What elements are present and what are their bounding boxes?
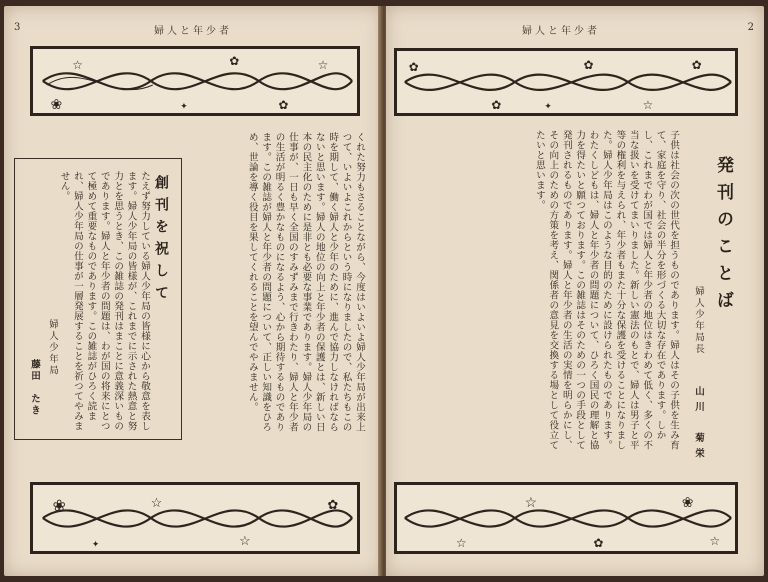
svg-text:☆: ☆	[72, 57, 83, 73]
author-name: 山川 菊栄	[693, 386, 704, 464]
running-header: 婦人と年少者	[154, 26, 232, 37]
essay-author-role: 婦人少年局	[47, 319, 58, 377]
right-main-text: 子供は社会の次の世代を担うものであります。婦人はその子供を生み育て、家庭を守り、社会の半分を形づくる大切な存在であります。しかし、これまでわが国では婦人と年少者の地位はきわめて低く、多くの不当な扱いを受けてまいりました。新しい憲法のもとで、婦人は男子と平等の権利を与えられ、年少者もまた十分な保護を受けることになりました。婦人少年局はこのような目的のために設けられたものであります。わたくしどもは、婦人と年少者の問題について、ひろく国民の理解と協力を得たいと願つております。この雑誌はそのための一つの手段として発刊されるものであります。婦人と年少者の生活の実情を明らかにし、その向上のための方策を考え、関係者の意見を交換する場として役立てたいと思います。	[533, 130, 679, 450]
right-page	[386, 6, 764, 576]
svg-text:❀: ❀	[681, 494, 694, 512]
left-main-text: くれた努力もさることながら、今度はいよいよ婦人少年局が出来上つて、いよいよこれからという時になりましたので、私たちもこの時を期して、働く婦人と少年のために、進んで協力しなければならないと思います。婦人の地位の向上と年少者の保護とは、新しい日本の民主化のために是非とも必要な事業であります。婦人少年局の仕事が、一日も早く全国のすみずみまで行きわたり、婦人と年少者の生活が明るく豊かなものになるよう、心から期待するものであります。この雑誌が婦人と年少者の問題について、正しい知識をひろめ、世論を導く役目を果してくれることを望んでやみません。	[246, 132, 365, 432]
svg-text:✿: ✿	[691, 57, 702, 73]
svg-text:☆: ☆	[317, 57, 329, 73]
svg-text:☆: ☆	[239, 533, 251, 550]
decorative-ribbon-border-bottom	[30, 482, 360, 554]
svg-text:✿: ✿	[593, 535, 604, 551]
svg-text:✿: ✿	[278, 97, 289, 113]
page-number: 2	[747, 22, 754, 33]
essay-text-a: たえず努力している婦人少年局の皆様に心から敬意を表します。婦人少年局の皆様が、これまでに示された熱意と努力とを思うとき、この雑誌の発刊はまことに意義深いものであります。婦人と年少者の問題は、わが国の将来にとつて極めて重要なものであります。この雑誌がひろく読まれ、婦人少年局の仕事が一層発展することを祈つてやみません。	[58, 171, 150, 431]
author-role: 婦人少年局長	[693, 286, 704, 355]
svg-text:☆: ☆	[455, 535, 467, 551]
decorative-ribbon-border-top	[394, 48, 738, 116]
svg-text:✿: ✿	[491, 97, 502, 113]
running-header: 婦人と年少者	[522, 26, 600, 37]
article-title: 発刊のことば	[713, 156, 733, 318]
svg-text:❀: ❀	[50, 96, 63, 114]
svg-text:✿: ✿	[583, 57, 594, 73]
svg-text:❀: ❀	[52, 495, 66, 516]
left-page	[4, 6, 382, 576]
svg-text:✿: ✿	[229, 53, 240, 69]
svg-text:✦: ✦	[180, 101, 188, 113]
svg-text:✿: ✿	[408, 59, 419, 75]
svg-text:☆: ☆	[709, 533, 721, 549]
decorative-ribbon-border-top	[30, 46, 360, 116]
svg-text:✦: ✦	[91, 539, 100, 551]
decorative-ribbon-border-bottom	[394, 482, 738, 554]
svg-text:✿: ✿	[327, 497, 339, 514]
svg-text:☆: ☆	[524, 494, 538, 512]
essay-box	[14, 158, 182, 440]
page-number: 3	[14, 22, 21, 33]
essay-author-name: 藤田 たき	[29, 359, 40, 417]
essay-title: 創刊を祝して	[153, 175, 169, 307]
svg-text:✦: ✦	[544, 101, 552, 113]
svg-text:☆: ☆	[642, 97, 654, 113]
svg-text:☆: ☆	[150, 495, 163, 512]
